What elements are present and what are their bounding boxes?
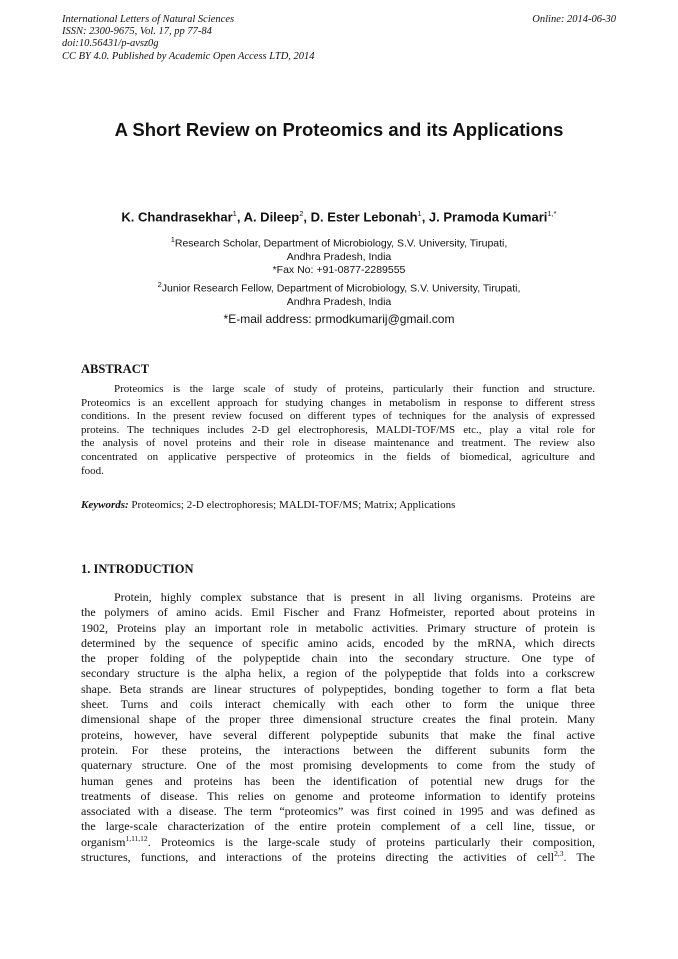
affiliation-2 [0,278,678,309]
abstract-line: concentrated on applicative perspective of proteomics in the fields of biomedical, agriculture and [81,450,595,463]
intro-line: the proper folding of the polypeptide chain into the secondary structure. One type of [81,651,595,666]
abstract-line: conditions. In the present review focused on different types of techniques for the analysis of expressed [81,410,595,423]
affiliation-mark: 2 [157,280,162,289]
affiliation-line: Andhra Pradesh, India [286,250,392,263]
author-affiliation-mark: 1 [417,209,422,218]
intro-line: associated with a disease. The term “proteomics” was first coined in 1995 and was defined as [81,804,595,819]
affiliation-line [0,233,678,251]
intro-line: 1902, Proteins play an important role in metabolic activities. Primary structure of protein is [81,620,595,635]
intro-line: human genes and proteins has been the identification of potential new drugs for the [81,773,595,788]
introduction-heading: 1. INTRODUCTION [81,562,194,576]
affiliation-mark: 1 [170,235,175,244]
keywords-text: Proteomics; 2-D electrophoresis; MALDI-TOF/MS; Matrix; Applications [128,499,456,511]
issn-line: ISSN: 2300-9675, Vol. 17, pp 77-84 [62,26,212,38]
intro-text-segment: organism [81,834,126,849]
citation-mark: 2,3 [554,850,564,859]
abstract-line: proteins. The techniques includes 2-D gel electrophoresis, MALDI-TOF/MS etc., play a vital role for [81,423,595,436]
author-affiliation-mark: 1 [232,209,237,218]
fax-line: *Fax No: +91-0877-2289555 [272,263,406,276]
affiliation-line: Andhra Pradesh, India [286,295,392,308]
doi-line: doi:10.56431/p-avsz0g [62,38,159,50]
author-name: , D. Ester Lebonah [303,209,418,225]
intro-line: dimensional shape of the proper three dimensional structure creates the final protein. Many [81,712,595,727]
intro-line: quaternary structure. One of the most promising developments to come from the study of [81,758,595,773]
author-name: , J. Pramoda Kumari [421,209,548,225]
intro-line [81,835,595,850]
paper-title: A Short Review on Proteomics and its Applications [114,119,564,140]
intro-line: secondary structure is the alpha helix, a region of the polypeptide that folds into a corkscrew [81,666,595,681]
affiliation-1 [0,233,678,277]
intro-line: the polymers of amino acids. Emil Fischer and Franz Hofmeister, reported about proteins in [81,605,595,620]
intro-line: proteins, however, have several different polypeptide subunits that make the final active [81,727,595,742]
intro-line: protein. For these proteins, the interactions between the different subunits form the [81,742,595,757]
author-affiliation-mark: 2 [299,209,304,218]
journal-name: International Letters of Natural Sciences [62,14,235,25]
introduction-body [81,590,595,865]
affiliation-line [0,278,678,296]
intro-line: shape. Beta strands are linear structures of polypeptides, bonding together to form a flat beta [81,681,595,696]
abstract-line: food. [81,464,104,477]
intro-line: Protein, highly complex substance that is present in all living organisms. Proteins are [114,590,595,604]
corresponding-email[interactable]: *E-mail address: prmodkumarij@gmail.com [223,312,455,326]
keywords-line [81,499,601,511]
author-name: K. Chandrasekhar [121,209,233,225]
keywords-colon: : [125,499,129,511]
abstract-line: Proteomics is an excellent approach for studying changes in metabolism in response to different stress [81,396,595,409]
intro-line: the large-scale characterization of the entire protein complement of a cell line, tissue, or [81,819,595,834]
keywords-label: Keywords [81,499,125,511]
citation-mark: 1,11,12 [125,834,148,843]
abstract-line: the analysis of novel proteins and their role in disease maintenance and treatment. The review also [81,437,595,450]
intro-text-segment: . The [563,850,595,865]
abstract-body [81,383,595,478]
author-name: , A. Dileep [236,209,300,225]
intro-line [81,850,595,865]
affiliation-text: Research Scholar, Department of Microbiology, S.V. University, Tirupati, [174,237,508,250]
intro-line: sheet. Turns and coils interact chemically with each other to form the unique three [81,697,595,712]
author-affiliation-mark: 1,* [547,209,557,218]
license-line: CC BY 4.0. Published by Academic Open Access LTD, 2014 [62,50,315,62]
abstract-heading: ABSTRACT [81,362,150,376]
intro-text-segment: . Proteomics is the large-scale study of proteins particularly their composition, [147,834,595,849]
online-date: Online: 2014-06-30 [532,14,616,25]
intro-text-segment: structures, functions, and interactions of the proteins directing the activities of cell [81,850,555,865]
intro-line: treatments of disease. This relies on genome and proteome information to identify proteins [81,788,595,803]
affiliation-text: Junior Research Fellow, Department of Microbiology, S.V. University, Tirupati, [161,282,521,295]
journal-header [62,14,616,63]
intro-line: determined by the sequence of specific amino acids, encoded by the mRNA, which directs [81,635,595,650]
abstract-line: Proteomics is the large scale of study of proteins, particularly their function and structure. [114,383,595,395]
author-list [0,209,678,224]
